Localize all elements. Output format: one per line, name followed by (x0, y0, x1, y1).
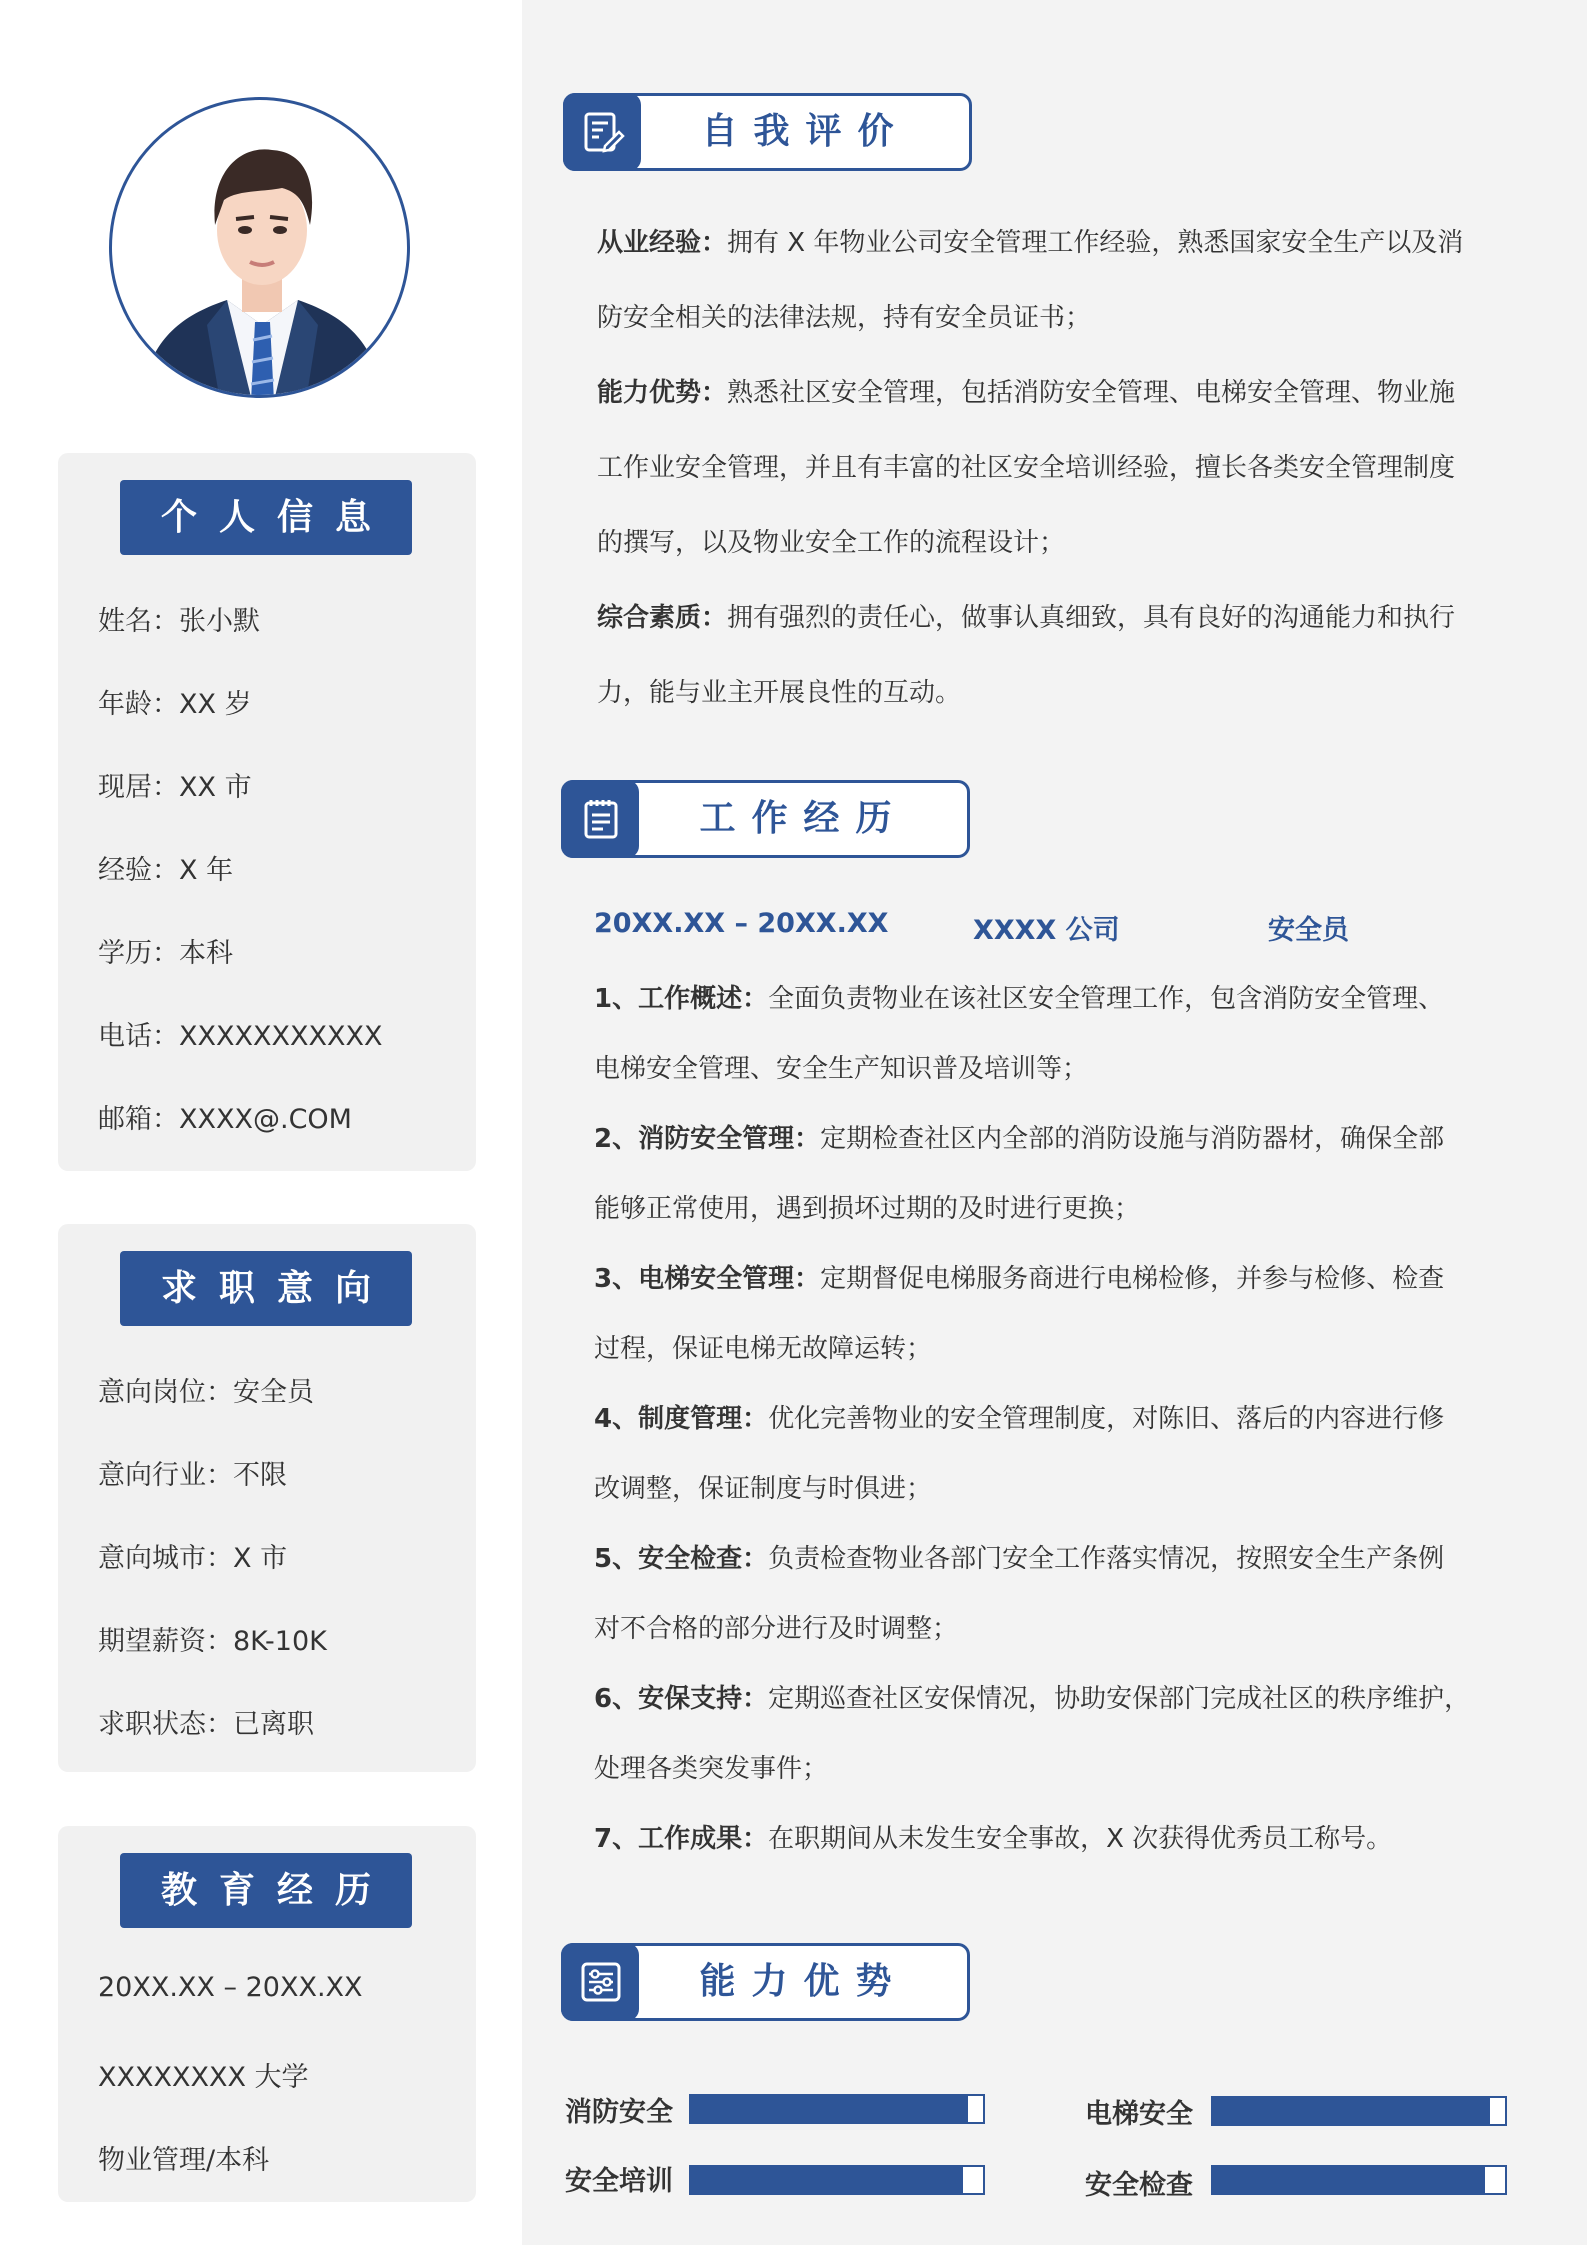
skills-title: 能力优势 (699, 1961, 908, 2002)
name-line: 姓名：张小默 (98, 606, 260, 637)
phone-line: 电话：XXXXXXXXXXX (98, 1021, 383, 1052)
work-experience-header (561, 780, 970, 858)
self-evaluation-title: 自我评价 (701, 111, 910, 152)
profile-portrait-icon (112, 100, 410, 398)
experience-line: 经验：X 年 (98, 855, 234, 886)
work-line: 改调整，保证制度与时俱进； (594, 1474, 933, 1504)
personal-info-title: 个人信息 (120, 480, 412, 555)
work-line: 对不合格的部分进行及时调整； (594, 1614, 959, 1644)
notepad-icon (579, 797, 623, 841)
work-line: 电梯安全管理、安全生产知识普及培训等； (594, 1054, 1089, 1084)
self-eval-line: 工作业安全管理，并且有丰富的社区安全培训经验，擅长各类安全管理制度 (597, 453, 1456, 483)
expected-salary-line: 期望薪资：8K-10K (98, 1626, 327, 1657)
job-period: 20XX.XX – 20XX.XX (594, 908, 889, 939)
skill-label: 安全检查 (1085, 2170, 1193, 2201)
skill-bar-fill (1213, 2167, 1485, 2193)
email-line: 邮箱：XXXX@.COM (98, 1104, 352, 1135)
skill-label: 消防安全 (565, 2097, 673, 2128)
job-status-line: 求职状态：已离职 (98, 1709, 314, 1740)
edit-document-icon (581, 110, 625, 154)
education-title: 教育经历 (120, 1853, 412, 1928)
skill-bar-fill (1213, 2098, 1490, 2124)
work-line: 2、消防安全管理：定期检查社区内全部的消防设施与消防器材，确保全部 (594, 1124, 1445, 1154)
degree-line: 学历：本科 (98, 938, 233, 969)
education-period: 20XX.XX – 20XX.XX (98, 1972, 363, 2003)
skill-label: 安全培训 (565, 2166, 673, 2197)
skill-label: 电梯安全 (1085, 2099, 1193, 2130)
work-line: 5、安全检查：负责检查物业各部门安全工作落实情况，按照安全生产条例 (594, 1544, 1445, 1574)
skill-bar (689, 2165, 985, 2195)
self-eval-line: 防安全相关的法律法规，持有安全员证书； (597, 303, 1092, 333)
self-eval-line: 从业经验：拥有 X 年物业公司安全管理工作经验，熟悉国家安全生产以及消 (597, 228, 1464, 258)
university-name: XXXXXXXX 大学 (98, 2062, 309, 2093)
work-line: 1、工作概述：全面负责物业在该社区安全管理工作，包含消防安全管理、 (594, 984, 1445, 1014)
work-line: 6、安保支持：定期巡查社区安保情况，协助安保部门完成社区的秩序维护， (594, 1684, 1471, 1714)
intended-city-line: 意向城市：X 市 (98, 1543, 288, 1574)
work-line: 3、电梯安全管理：定期督促电梯服务商进行电梯检修，并参与检修、检查 (594, 1264, 1445, 1294)
intended-industry-line: 意向行业：不限 (98, 1460, 287, 1491)
sliders-icon (579, 1960, 623, 2004)
major-degree: 物业管理/本科 (98, 2145, 270, 2176)
work-line: 能够正常使用，遇到损坏过期的及时进行更换； (594, 1194, 1141, 1224)
skill-bar-fill (691, 2096, 968, 2122)
skills-header (561, 1943, 970, 2021)
skill-bar (689, 2094, 985, 2124)
self-eval-line: 能力优势：熟悉社区安全管理，包括消防安全管理、电梯安全管理、物业施 (597, 378, 1456, 408)
self-eval-line: 的撰写，以及物业安全工作的流程设计； (597, 528, 1066, 558)
skill-bar-fill (691, 2167, 963, 2193)
job-intention-title: 求职意向 (120, 1251, 412, 1326)
work-line: 过程，保证电梯无故障运转； (594, 1334, 933, 1364)
job-intention-panel (58, 1224, 476, 1772)
age-line: 年龄：XX 岁 (98, 689, 252, 720)
work-line: 7、工作成果：在职期间从未发生安全事故，X 次获得优秀员工称号。 (594, 1824, 1393, 1854)
residence-line: 现居：XX 市 (98, 772, 252, 803)
personal-info-panel (58, 453, 476, 1171)
intended-position-line: 意向岗位：安全员 (98, 1377, 314, 1408)
self-evaluation-header (563, 93, 972, 171)
work-line: 4、制度管理：优化完善物业的安全管理制度，对陈旧、落后的内容进行修 (594, 1404, 1445, 1434)
education-panel (58, 1826, 476, 2202)
skill-bar (1211, 2096, 1507, 2126)
work-line: 处理各类突发事件； (594, 1754, 829, 1784)
avatar (109, 97, 410, 398)
self-eval-line: 力，能与业主开展良性的互动。 (597, 678, 962, 708)
work-experience-title: 工作经历 (699, 798, 908, 839)
self-eval-line: 综合素质：拥有强烈的责任心，做事认真细致，具有良好的沟通能力和执行 (597, 603, 1456, 633)
job-position: 安全员 (1268, 915, 1349, 946)
skill-bar (1211, 2165, 1507, 2195)
company-name: XXXX 公司 (973, 915, 1120, 946)
